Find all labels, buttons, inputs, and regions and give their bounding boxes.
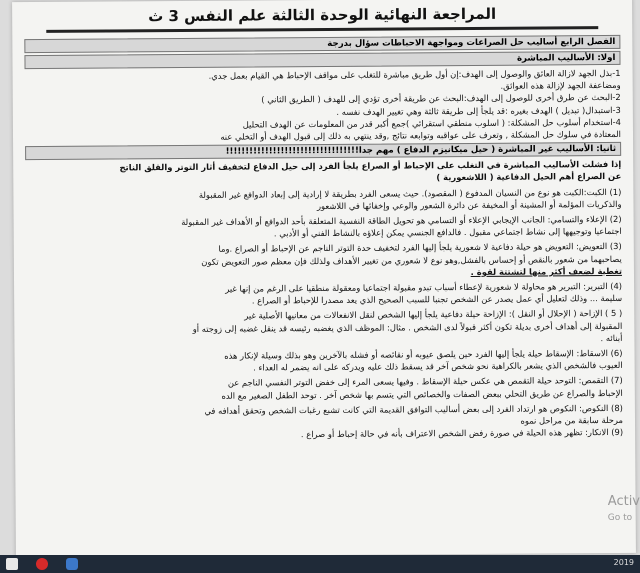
defense-item-line: (1) الكبت:الكبت هو نوع من النسيان المدفوع ( المقصود). حيث يسعى الفرد بطريقة لا إرادية إلى إبعاد الدوافع غير المقبولة [198, 186, 622, 200]
direct-method-line: 4-استخدام أسلوب حل المشكلة: ( اسلوب منطقي استقرائي )جمع أكبر قدر من المعلومات عن الهدف التحليل [242, 116, 621, 130]
direct-method-line: 2-البحث عن طرق أخرى للوصول إلى الهدف:البحث عن طريقة أخرى تؤدي إلى للهدف ( الطريق الثاني ) [261, 92, 621, 105]
defense-item-line: (7) التقمص: التوحد حيلة التقمص هي عكس حيلة الإسقاط . وفيها يسعى المرء إلى خفض التوتر النفسي الناجم عن [227, 375, 623, 389]
defense-item-line: ( 5 ) الإزاحة ( الإحلال أو النقل ): الإزاحة حيلة دفاعية يلجأ إليها الشخص لنقل الانفعالات من معانيها الأصلية غير [244, 308, 623, 322]
defense-item-line: (8) النكوص: النكوص هو ارتداد الفرد إلى بعض أساليب التوافق القديمة التي كانت تشبع رغبات الشخص وتحقق أهدافه في [204, 402, 623, 416]
defense-item-line: (9) الانكار: تظهر هذه الحيلة في صورة رفض الشخص الاعتراف بأنه في حالة إحباط أو صراع . [300, 427, 624, 440]
intro-line: إذا فشلت الأساليب المباشرة في التغلب على الإحباط أو الصراع يلجأ الفرد إلى حيل الدفاع لتخفيف أثار التوتر والقلق الناتج [119, 159, 622, 173]
direct-method-line: ومضاعفة الجهد لإزالة هذه العوائق. [500, 80, 621, 91]
app-icon[interactable] [66, 558, 78, 570]
direct-method-line: 3-استبدال( تبديل ) الهدف بغيره :قد يلجأ إلى طريقة ثالثة وهي تغيير الهدف نفسه . [336, 104, 621, 117]
direct-method-line: المعتادة في سلوك حل المشكلة , وتعرف على عواقبه وتوابعه نتائج ,وقد ينتهي به ذلك إلى قبول الهدف أو التخلي عنه [220, 128, 622, 142]
defense-item-line: (6) الاسقاط: الإسقاط حيلة يلجأ إليها الفرد حين يلصق عيوبه أو نقائصه أو فشله بالآخرين وهو بذلك وسيلة لإنكار هذه [224, 347, 623, 361]
defense-item-line: الإحباط والصراع عن طريق التحلي ببعض الصفات والخصائص التي يتسم بها شخص آخر . توحد الطفل الصغير مع الده [221, 387, 623, 401]
section2-header: ثانيا: الأساليب غير المباشرة ( حيل ميكانيزم الدفاع ) مهم جدا!!!!!!!!!!!!!!!!!!!!!!!!!!!!!!!!!! [25, 142, 621, 160]
activation-watermark: Activ Go to [607, 494, 640, 523]
defense-item-line: أبنائه . [600, 332, 623, 343]
defense-item-line: اجتماعيا وتوجيهها إلى نشاط اجتماعي مقبول . فالدافع الجنسي يمكن إعلاؤه بالنشاط الفني أو الأدبي . [273, 226, 622, 239]
defense-item-line: (2) الإعلاء والتسامي: الجانب الإيجابي الإعلاء أو التسامي هو تحويل الطاقة النفسية المتعلقة بأحد الدوافع أو الأهداف غير المقبولة [181, 213, 622, 228]
defense-item-line: المقبولة إلى أهداف أخرى بديلة تكون أكثر قبولاً لدى الشخص . مثال: الموظف الذي يغضبه رئيسه قد ينقل غضبه إلى زوجته أو [192, 320, 623, 334]
intro-line: عن الصراع أهم الحيل الدفاعية ( اللاشعورية ) [436, 171, 622, 183]
title-underline [46, 26, 598, 33]
defense-item-line: العيوب فالشخص الذي يشعر بالكراهية نحو شخص آخر قد يسقط ذلك عليه ويدركه على انه يضمر له العداء . [253, 360, 623, 373]
start-icon[interactable] [6, 558, 18, 570]
defense-item-line: (4) التبرير: التبرير هو محاولة لا شعورية لإعطاء أسباب تبدو مقبولة اجتماعيا ومعقولة منطقيا على الرغم من إنها غير [225, 280, 623, 294]
document-title: المراجعة النهائية الوحدة الثالثة علم النفس 3 ث [148, 4, 497, 26]
defense-item-line: تغطية لضعف أكثر منها لتشتتة لقوة . [470, 265, 622, 277]
taskbar-clock: 2019 [613, 558, 634, 567]
defense-item-line: والذكريات المؤلمة أو المشينة أو المخيفة عن دائرة الشعور والوعي وإخفائها في اللاشعور [316, 198, 622, 211]
taskbar [0, 555, 640, 573]
chapter-header: الفصل الرابع أساليب حل الصراعات ومواجهة الاحباطات سؤال بدرجة [24, 35, 620, 53]
section1-header: اولا: الأساليب المباشرة [24, 51, 620, 69]
defense-item-line: سليمة ... وذلك لتعليل أي عمل يصدر عن الشخص تجنبا للسبب الصحيح الذي يعد مصدرا للإحباط أو الصراع . [251, 293, 623, 306]
direct-method-line: 1-بذل الجهد لازالة العائق والوصول إلى الهدف:إن أول طريق مباشرة للتغلب على مواقف الإحباط هي القيام بعمل جدي. [208, 67, 621, 81]
browser-icon[interactable] [36, 558, 48, 570]
defense-item-line: (3) التعويض: التعويض هو حيلة دفاعية لا شعورية يلجأ إليها الفرد لتخفيف حدة التوتر الناجم عن الإحباط أو الصراع .وما [218, 241, 622, 255]
defense-item-line: مرحلة سابقة من مراحل نموه [520, 414, 624, 426]
document-body [12, 35, 635, 443]
defense-item-line: يصاحبهما من شعور بالنقص أو إحساس بالفشل,وهو نوع لا شعوري من تغيير الأهداف ولذلك فإن معظم صور التعويض تكون [201, 253, 622, 267]
document-page [12, 0, 636, 557]
